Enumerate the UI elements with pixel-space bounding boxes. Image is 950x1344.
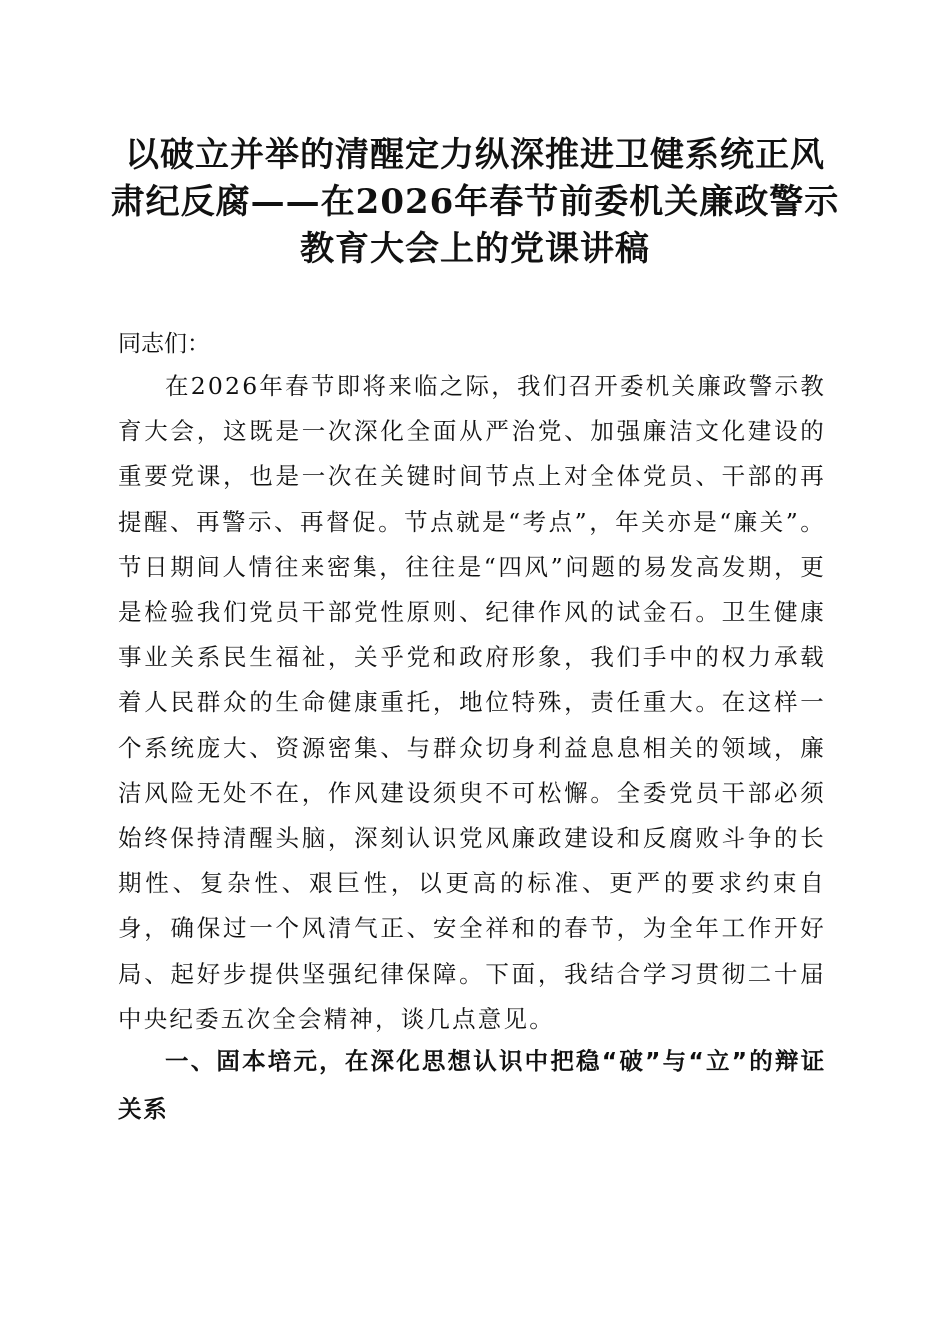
salutation: 同志们： bbox=[118, 331, 210, 357]
body-paragraph: 在2026年春节即将来临之际，我们召开委机关廉政警示教育大会，这既是一次深化全面从严治党、加强廉洁文化建设的重要党课，也是一次在关键时间节点上对全体党员、干部的再提醒、再警示、再督促。节点就是“考点”，年关亦是“廉关”。节日期间人情往来密集，往往是“四风”问题的易发高发期，更是检验我们党员干部党性原则、纪律作风的试金石。卫生健康事业关系民生福祉，关乎党和政府形象，我们手中的权力承载着人民群众的生命健康重托，地位特殊，责任重大。在这样一个系统庞大、资源密集、与群众切身利益息息相关的领域，廉洁风险无处不在，作风建设须臾不可松懈。全委党员干部必须始终保持清醒头脑，深刻认识党风廉政建设和反腐败斗争的长期性、复杂性、艰巨性，以更高的标准、更严的要求约束自身，确保过一个风清气正、安全祥和的春节，为全年工作开好局、起好步提供坚强纪律保障。下面，我结合学习贯彻二十届中央纪委五次全会精神，谈几点意见。 bbox=[118, 372, 826, 1033]
section-heading: 一、固本培元，在深化思想认识中把稳“破”与“立”的辩证关系 bbox=[118, 1047, 826, 1123]
document-title: 以破立并举的清醒定力纵深推进卫健系统正风肃纪反腐——在2026年春节前委机关廉政警示教育大会上的党课讲稿 bbox=[110, 135, 840, 269]
